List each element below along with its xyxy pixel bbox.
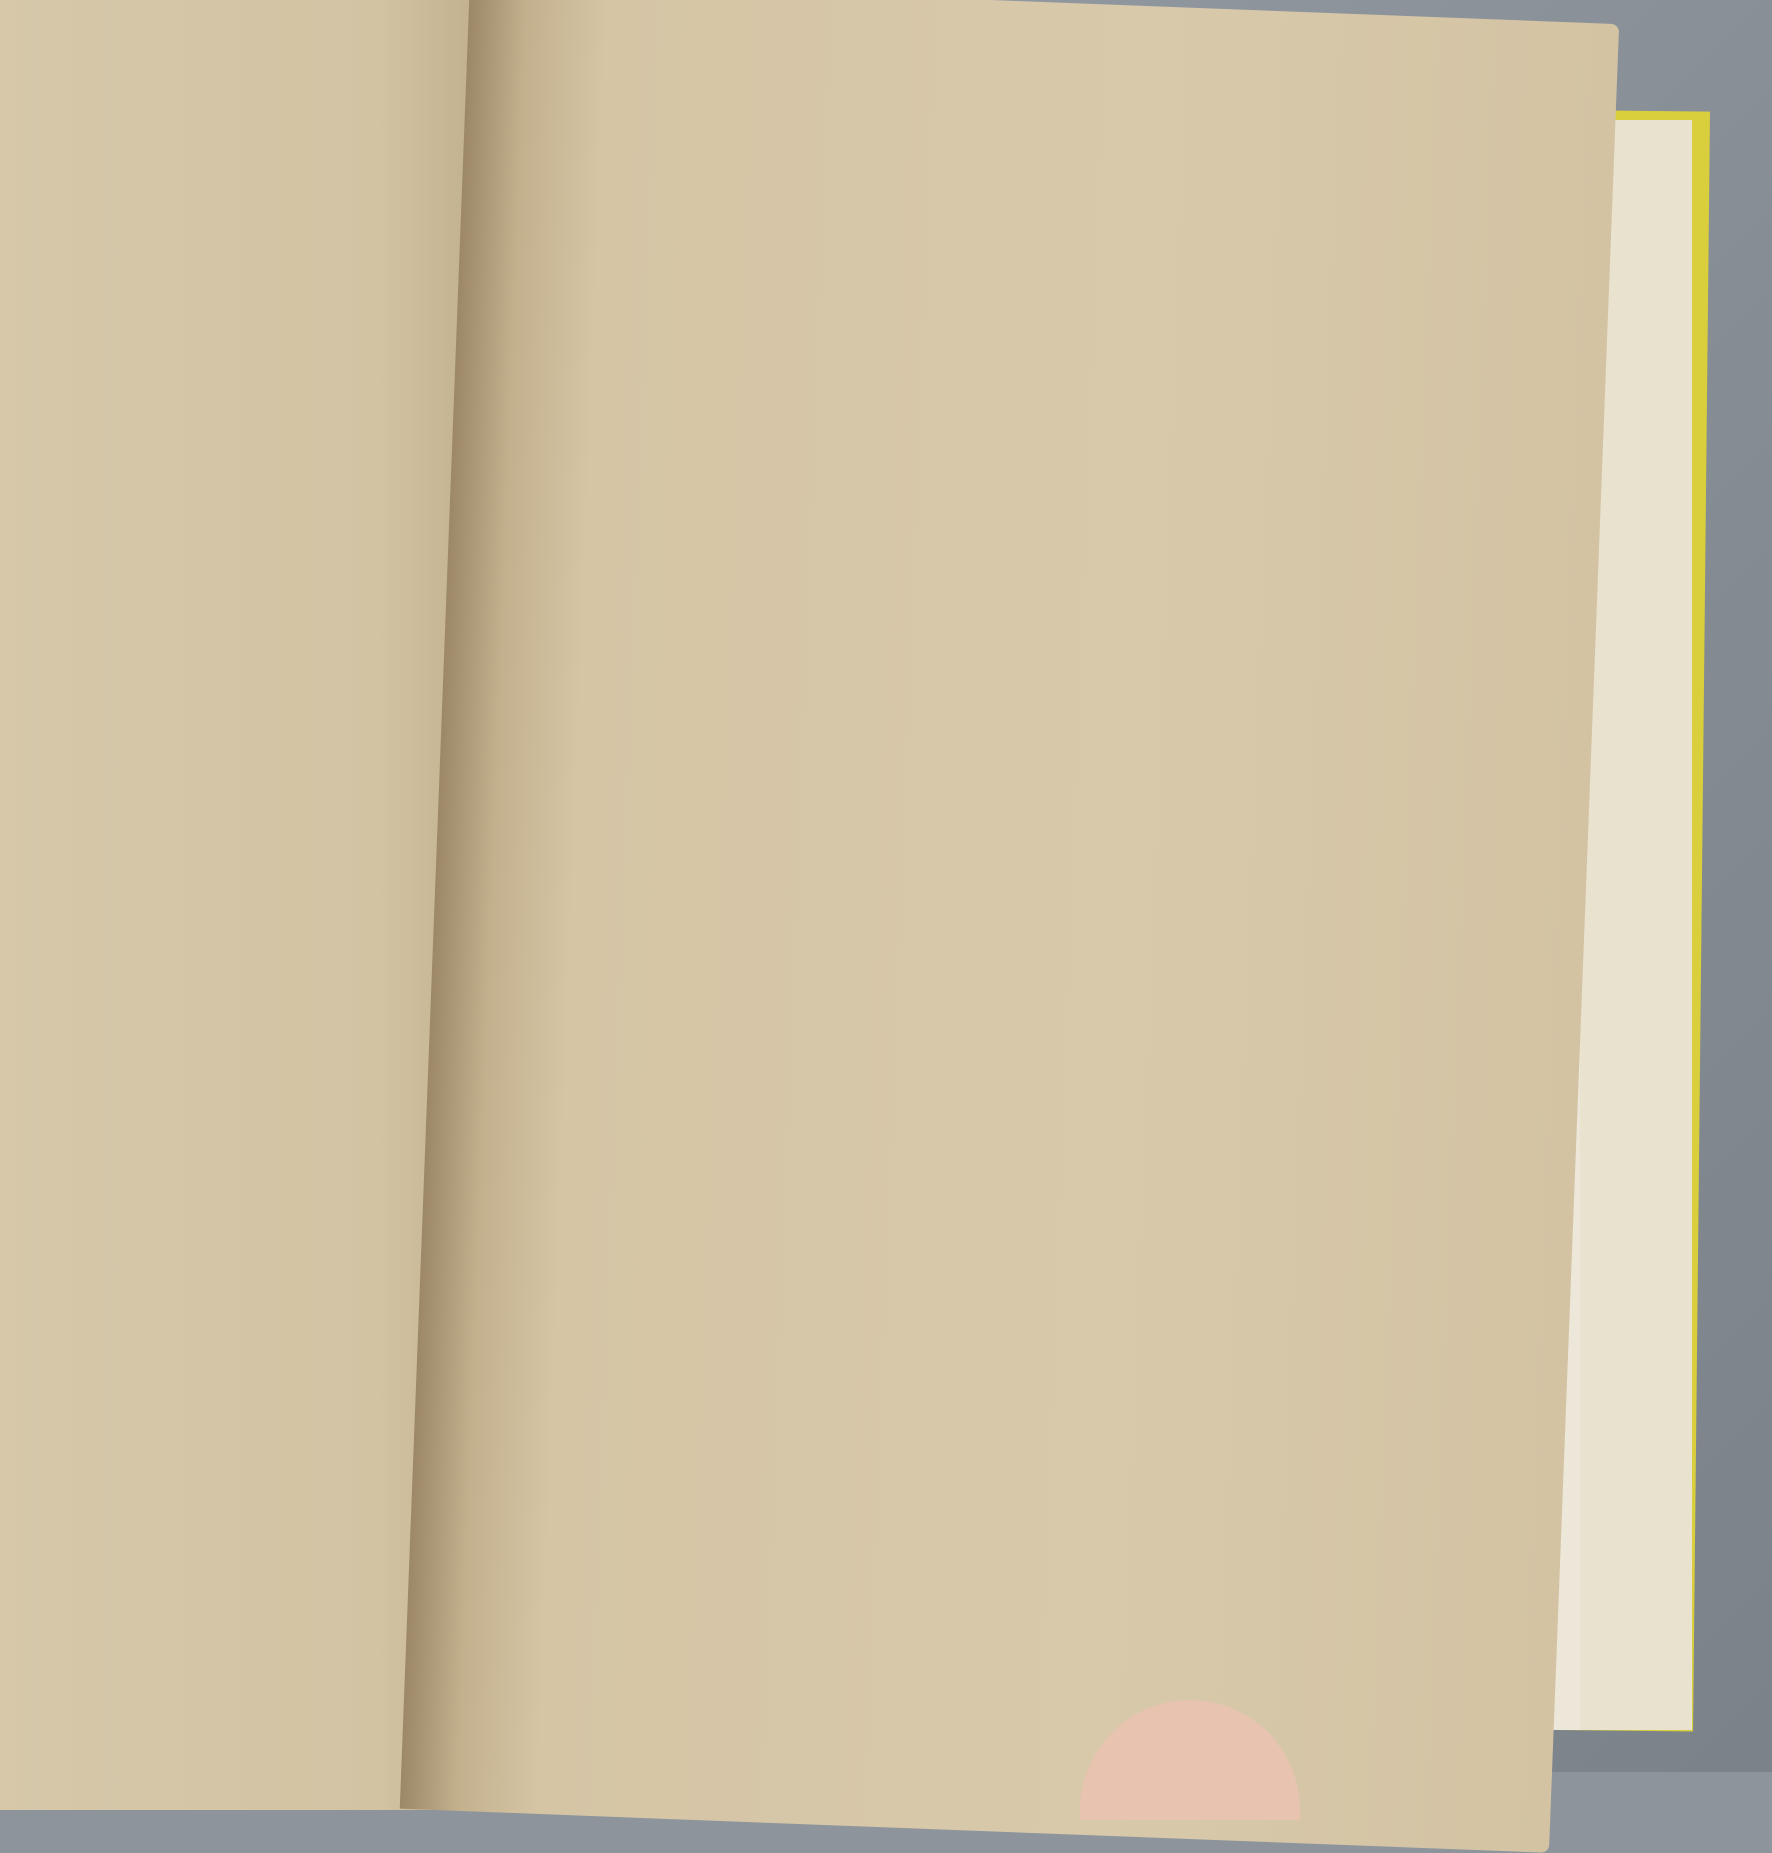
right-page-contents xyxy=(455,30,1420,1763)
